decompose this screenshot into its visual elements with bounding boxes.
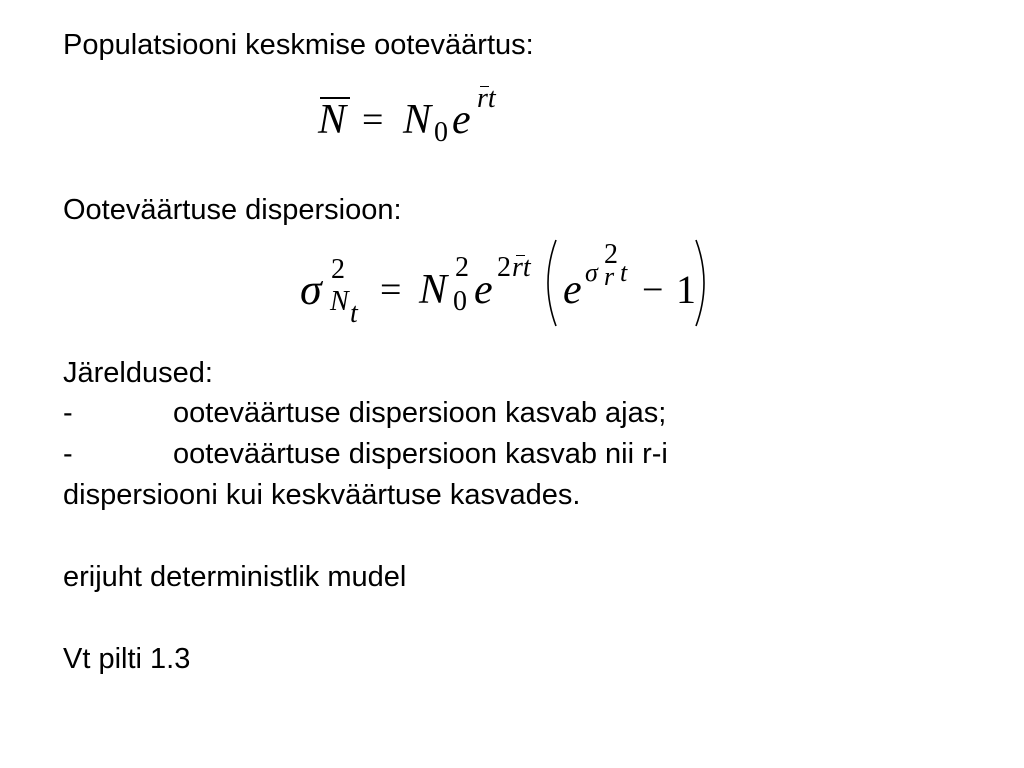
formula-disp-minus: − [642,269,664,311]
formula-mean-n: N [403,97,432,143]
formula-disp-inner-e: e [563,267,582,313]
conclusion-item [63,396,963,430]
formula-disp-inner-t: t [620,258,628,287]
formula-mean-n-sub: 0 [434,117,448,148]
formula-disp-e: e [474,267,493,313]
conclusion-dash: - [63,397,73,429]
heading-dispersion: Ooteväärtuse dispersioon: [63,194,402,226]
formula-mean-e: e [452,97,471,143]
figure-reference: Vt pilti 1.3 [63,643,191,675]
formula-disp-exp-2: 2 [497,252,511,283]
formula-disp-sigma-sub: N [330,286,349,317]
formula-mean-equals: = [362,99,384,141]
conclusions-title: Järeldused: [63,357,213,389]
formula-mean-exp: rt [477,83,496,114]
formula-disp-n-sub: 0 [453,286,467,317]
formula-disp-n: N [419,267,448,313]
paren-right [694,238,714,328]
formula-disp-inner-sigma-sup: 2 [604,239,618,270]
formula-disp-sigma-sub-sub: t [350,298,358,329]
formula-disp-inner-sigma: σ [585,258,598,287]
formula-disp-n-sup: 2 [455,252,469,283]
paren-left [538,238,558,328]
formula-disp-inner-sigma-sub: r [604,262,615,291]
conclusion-item [63,437,963,471]
formula-disp-sigma: σ [300,265,322,314]
formula-disp-sigma-sup: 2 [331,254,345,285]
model-note: erijuht deterministlik mudel [63,561,407,593]
formula-disp-exp-rt: rt [512,252,531,283]
heading-mean: Populatsiooni keskmise ooteväärtus: [63,29,534,61]
conclusion-dash: - [63,438,73,470]
conclusion-text: ooteväärtuse dispersioon kasvab nii r-i [173,438,668,470]
conclusion-text: ooteväärtuse dispersioon kasvab ajas; [173,397,667,429]
formula-disp-equals: = [380,269,402,311]
formula-disp-one: 1 [676,267,696,312]
conclusion-continuation: dispersiooni kui keskväärtuse kasvades. [63,479,581,511]
formula-mean-lhs: N [318,97,347,143]
